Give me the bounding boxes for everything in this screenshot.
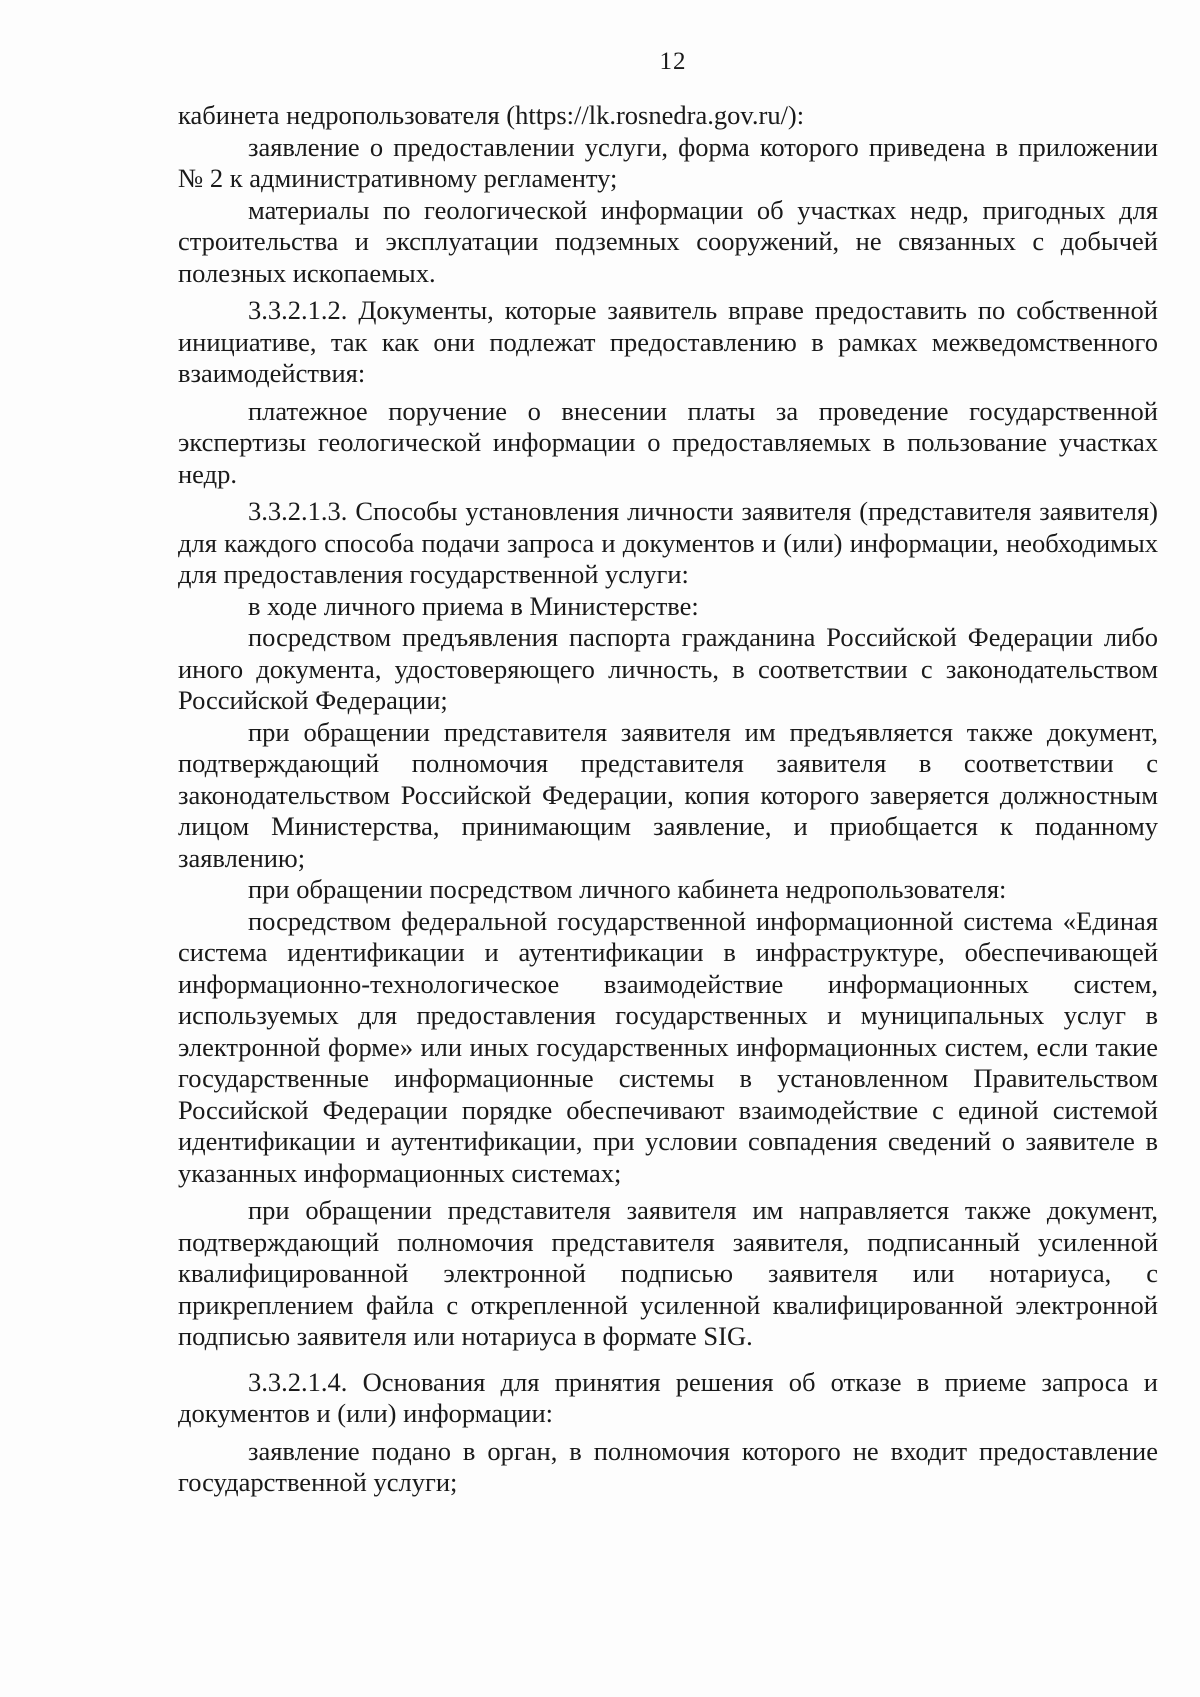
paragraph: в ходе личного приема в Министерстве:	[248, 590, 699, 621]
paragraph: 3.3.2.1.2. Документы, которые заявитель вправе предоставить по собственной инициативе, так как они подлежат предоставлению в рамках межведомственного взаимодействия:	[178, 295, 1158, 388]
paragraph: посредством предъявления паспорта гражданина Российской Федерации либо иного документа, удостоверяющего личность, в соответствии с законодательством Российской Федерации;	[178, 622, 1158, 715]
paragraph: платежное поручение о внесении платы за проведение государственной экспертизы геологической информации о предоставляемых в пользование участках недр.	[178, 395, 1158, 489]
paragraph: при обращении посредством личного кабинета недропользователя:	[248, 874, 1007, 904]
paragraph: посредством федеральной государственной информационной система «Единая система идентификации и аутентификации в инфраструктуре, обеспечивающей информационно-технологическое взаимодействие информационных систем, используемых для предоставления государственных и муниципальных услуг в электронной форме» или иных государственных информационных систем, если такие государственные информационные системы в установленном Правительством Российской Федерации порядке обеспечивают взаимодействие с единой системой идентификации и аутентификации, при условии совпадения сведений о заявителе в указанных информационных системах;	[178, 905, 1158, 1188]
paragraph: заявление о предоставлении услуги, форма которого приведена в приложении № 2 к административному регламенту;	[178, 131, 1158, 193]
paragraph: 3.3.2.1.3. Способы установления личности заявителя (представителя заявителя) для каждого способа подачи запроса и документов и (или) информации, необходимых для предоставления государственной услуги:	[178, 496, 1158, 589]
paragraph: 3.3.2.1.4. Основания для принятия решения об отказе в приеме запроса и документов и (или) информации:	[178, 1366, 1158, 1428]
page-number: 12	[659, 48, 687, 75]
paragraph: кабинета недропользователя (https://lk.rosnedra.gov.ru/):	[178, 100, 805, 130]
paragraph: материалы по геологической информации об участках недр, пригодных для строительства и эксплуатации подземных сооружений, не связанных с добычей полезных ископаемых.	[178, 194, 1158, 288]
paragraph: при обращении представителя заявителя им направляется также документ, подтверждающий полномочия представителя заявителя, подписанный усиленной квалифицированной электронной подписью заявителя или нотариуса, с прикреплением файла с открепленной усиленной квалифицированной электронной подписью заявителя или нотариуса в формате SIG.	[178, 1195, 1158, 1351]
paragraph: при обращении представителя заявителя им предъявляется также документ, подтверждающий полномочия представителя заявителя в соответствии с законодательством Российской Федерации, копия которого заверяется должностным лицом Министерства, принимающим заявление, и приобщается к поданному заявлению;	[178, 716, 1158, 873]
paragraph: заявление подано в орган, в полномочия которого не входит предоставление государственной услуги;	[178, 1435, 1158, 1497]
document-body	[178, 100, 1158, 1499]
